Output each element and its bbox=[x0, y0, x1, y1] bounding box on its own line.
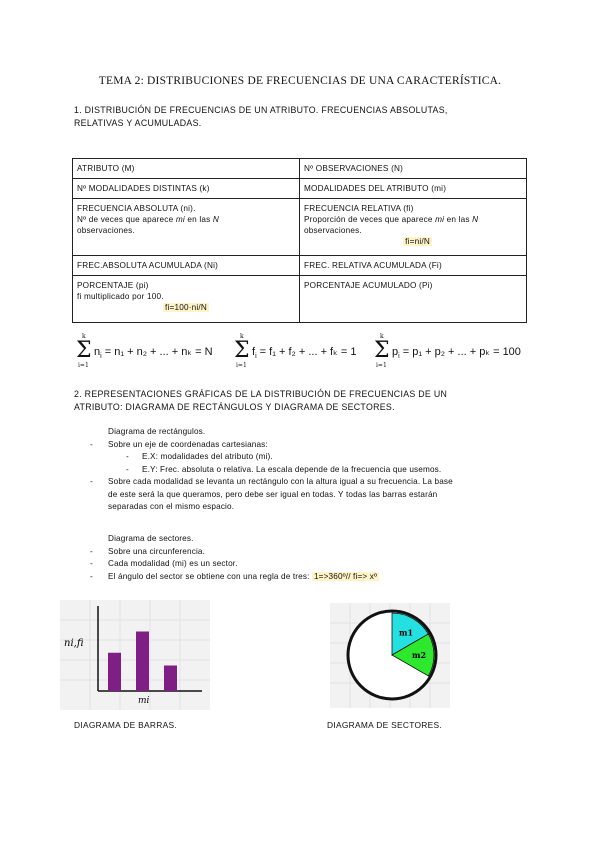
cell-observaciones: Nº OBSERVACIONES (N) bbox=[300, 159, 527, 179]
sigma-icon: Σ bbox=[374, 338, 390, 363]
formula-sum-relativa: $f_i = f_1 + f_2$ + ... + fₖ = 1 bbox=[252, 346, 357, 360]
section-1-heading bbox=[74, 104, 514, 130]
table-row bbox=[73, 256, 527, 276]
sum-upper-1: k bbox=[82, 333, 86, 340]
porcentaje-formula: fi=100·ni/N bbox=[164, 303, 208, 312]
list-item: - E.X: modalidades del atributo (mi). bbox=[126, 452, 273, 461]
list-item: - El ángulo del sector se obtiene con una regla de tres: 1=>360º// fi=> xº bbox=[90, 571, 378, 581]
sector-label-m2: m2 bbox=[412, 650, 427, 660]
concepts-table bbox=[72, 158, 527, 323]
sum-formulas-svg bbox=[72, 330, 532, 370]
rectangle-diagram-list bbox=[90, 426, 520, 514]
porcentaje-desc: fi multiplicado por 100. bbox=[77, 292, 164, 301]
x-axis-label: mi bbox=[138, 696, 150, 706]
frec-relativa-desc: Proporción de veces que aparece mi en las N bbox=[304, 215, 479, 224]
porcentaje-title: PORCENTAJE (pi) bbox=[77, 281, 149, 290]
sector-diagram-list bbox=[90, 533, 520, 583]
sector-angle-formula: 1=>360º// fi=> xº bbox=[313, 571, 378, 581]
section-1-heading-line1: 1. DISTRIBUCIÓN DE FRECUENCIAS DE UN ATRIBUTO. FRECUENCIAS ABSOLUTAS, bbox=[74, 105, 448, 115]
section-2-heading bbox=[74, 388, 514, 414]
sum-lower-1: i=1 bbox=[78, 362, 89, 369]
list-item: - Sobre cada modalidad se levanta un rectángulo con la altura igual a su frecuencia. La base de este será la que queramos, pero debe ser igual en todas. Y todas las barras estarán separadas con el mismo espacio. bbox=[90, 477, 453, 511]
sect-diagram-title: Diagrama de sectores. bbox=[108, 534, 194, 543]
frec-absoluta-desc-2: observaciones. bbox=[77, 226, 135, 235]
sum-upper-2: k bbox=[240, 333, 244, 340]
list-item: - E.Y: Frec. absoluta o relativa. La escala depende de la frecuencia que usemos. bbox=[126, 464, 442, 474]
sum-lower-2: i=1 bbox=[236, 362, 247, 369]
list-item: - Cada modalidad (mi) es un sector. bbox=[90, 559, 238, 568]
pie-chart-svg bbox=[330, 603, 450, 708]
sector-label-m1: m1 bbox=[399, 627, 414, 638]
page-title: TEMA 2: DISTRIBUCIONES DE FRECUENCIAS DE UNA CARACTERÍSTICA. bbox=[98, 75, 502, 87]
pie-chart bbox=[330, 603, 450, 708]
frec-relativa-formula: fi=ni/N bbox=[405, 237, 430, 246]
frec-absoluta-title: FRECUENCIA ABSOLUTA (ni). bbox=[77, 204, 196, 213]
cell-frecuencia-absoluta bbox=[73, 199, 300, 256]
bar-chart-caption: DIAGRAMA DE BARRAS. bbox=[74, 720, 177, 730]
table-row bbox=[73, 159, 527, 179]
cell-frec-rel-acumulada: FREC. RELATIVA ACUMULADA (Fi) bbox=[300, 256, 527, 276]
formula-sum-porcentaje: $p_i = p_1 + p_2$ + ... + pₖ = 100 bbox=[392, 346, 521, 360]
cell-atributo: ATRIBUTO (M) bbox=[73, 159, 300, 179]
table-row bbox=[73, 179, 527, 199]
cell-porcentaje bbox=[73, 276, 300, 323]
sigma-icon: Σ bbox=[76, 338, 92, 363]
bar-m3 bbox=[164, 666, 177, 692]
section-2-heading-line2: ATRIBUTO: DIAGRAMA DE RECTÁNGULOS Y DIAGRAMA DE SECTORES. bbox=[74, 402, 395, 412]
frec-absoluta-desc: Nº de veces que aparece mi en las N bbox=[77, 215, 219, 224]
list-item: - Sobre un eje de coordenadas cartesianas: bbox=[90, 439, 268, 449]
bar-m1 bbox=[108, 653, 121, 691]
section-2-heading-line1: 2. REPRESENTACIONES GRÁFICAS DE LA DISTRIBUCIÓN DE FRECUENCIAS DE UN bbox=[74, 389, 448, 399]
cell-modalidades-distintas: Nº MODALIDADES DISTINTAS (k) bbox=[73, 179, 300, 199]
cell-porcentaje-acumulado: PORCENTAJE ACUMULADO (Pi) bbox=[300, 276, 527, 323]
table-row bbox=[73, 276, 527, 323]
pie-chart-caption: DIAGRAMA DE SECTORES. bbox=[327, 720, 443, 730]
sum-upper-3: k bbox=[380, 333, 384, 340]
chart-background bbox=[60, 600, 210, 710]
sigma-icon: Σ bbox=[234, 338, 250, 363]
cell-frecuencia-relativa bbox=[300, 199, 527, 256]
formula-sum-absoluta: $n_i = n_1 + n_2$ + ... + nₖ = N bbox=[94, 346, 213, 360]
bar-m2 bbox=[136, 632, 149, 692]
frec-relativa-desc-2: observaciones. bbox=[304, 226, 362, 235]
cell-frec-abs-acumulada: FREC.ABSOLUTA ACUMULADA (Ni) bbox=[73, 256, 300, 276]
sum-formulas bbox=[72, 330, 532, 370]
section-1-heading-line2: RELATIVAS Y ACUMULADAS. bbox=[74, 118, 202, 128]
bar-chart bbox=[60, 600, 210, 710]
frec-relativa-title: FRECUENCIA RELATIVA (fi) bbox=[304, 204, 414, 213]
cell-modalidades-atributo: MODALIDADES DEL ATRIBUTO (mi) bbox=[300, 179, 527, 199]
list-item: - Sobre una circunferencia. bbox=[90, 546, 206, 556]
rect-diagram-title: Diagrama de rectángulos. bbox=[108, 427, 206, 436]
bar-chart-svg bbox=[60, 600, 210, 710]
sum-lower-3: i=1 bbox=[376, 362, 387, 369]
table-row bbox=[73, 199, 527, 256]
y-axis-label: ni,fi bbox=[64, 638, 84, 649]
